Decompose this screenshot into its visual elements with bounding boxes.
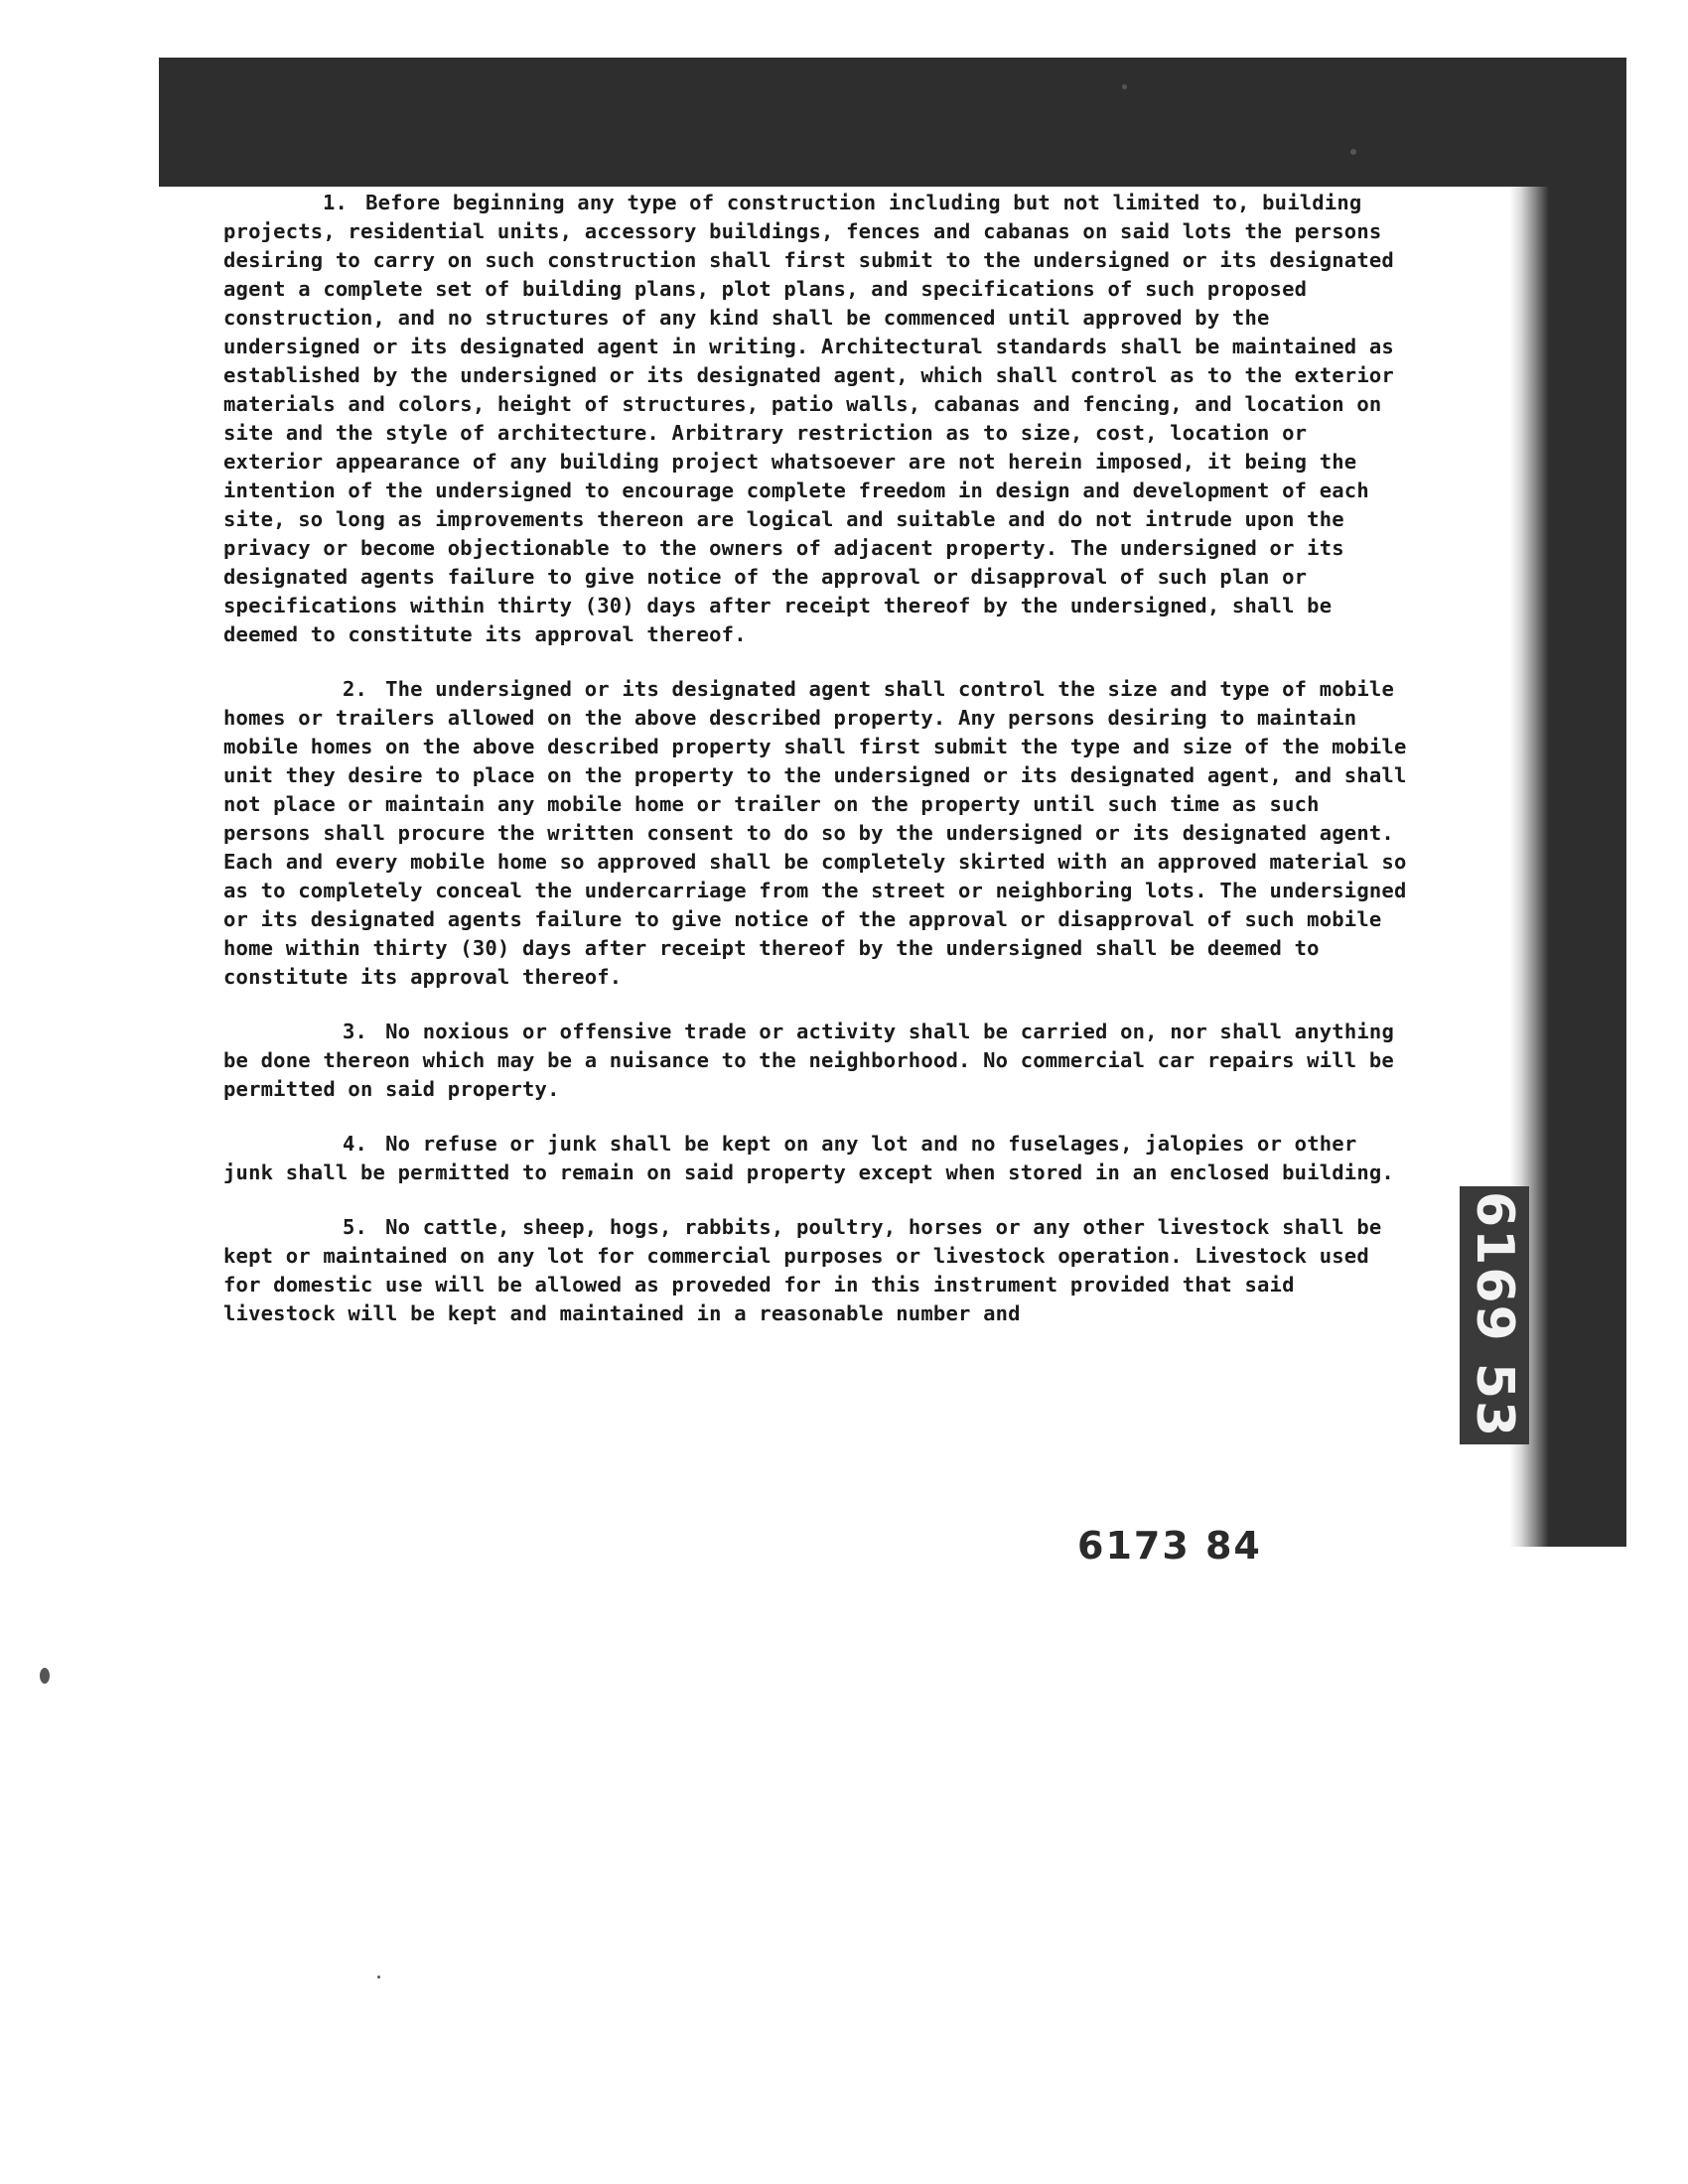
recording-stamp-footer: 6173 84 xyxy=(1077,1524,1262,1568)
scan-speck xyxy=(1122,84,1127,89)
clause-text: Before beginning any type of construction including but not limited to, building projects, residential units, accessory buildings, fences and cabanas on said lots the persons desiring to carry on such construction shall first submit to the undersigned or its designated agent a complete set of building plans, plot plans, and specifications of such proposed construction, and no structures of any kind shall be commenced until approved by the undersigned or its designated agent in writing. Architectural standards shall be maintained as established by the undersigned or its designated agent, which shall control as to the exterior materials and colors, height of structures, patio walls, cabanas and fencing, and location on site and the style of architecture. Arbitrary restriction as to size, cost, location or exterior appearance of any building project whatsoever are not herein imposed, it being the intention of the undersigned to encourage complete freedom in design and development of each site, so long as improvements thereon are logical and suitable and do not intrude upon the privacy or become objectionable to the owners of adjacent property. The undersigned or its designated agents failure to give notice of the approval or disapproval of such plan or specifications within thirty (30) days after receipt thereof by the undersigned, shall be deemed to constitute its approval thereof. xyxy=(223,191,1394,646)
scan-speck xyxy=(40,1668,50,1684)
clause-5 xyxy=(223,1213,1415,1328)
clause-text: The undersigned or its designated agent shall control the size and type of mobile homes or trailers allowed on the above described property. Any persons desiring to maintain mobile homes on the above described property shall first submit the type and size of the mobile unit they desire to place on the property to the undersigned or its designated agent, and shall not place or maintain any mobile home or trailer on the property until such time as such persons shall procure the written consent to do so by the undersigned or its designated agent. Each and every mobile home so approved shall be completely skirted with an approved material so as to completely conceal the undercarriage from the street or neighboring lots. The undersigned or its designated agents failure to give notice of the approval or disapproval of such mobile home within thirty (30) days after receipt thereof by the undersigned shall be deemed to constitute its approval thereof. xyxy=(223,677,1407,989)
scan-speck xyxy=(377,1976,380,1979)
document-body xyxy=(223,189,1415,1354)
scan-dark-band-right xyxy=(1537,58,1626,1547)
recording-stamp-side: 6169 53 xyxy=(1460,1186,1529,1444)
clause-text: No refuse or junk shall be kept on any lot and no fuselages, jalopies or other junk shall be permitted to remain on said property except when stored in an enclosed building. xyxy=(223,1132,1394,1184)
clause-3 xyxy=(223,1018,1415,1104)
clause-text: No cattle, sheep, hogs, rabbits, poultry, horses or any other livestock shall be kept or maintained on any lot for commercial purposes or livestock operation. Livestock used for domestic use will be allowed as proveded for in this instrument provided that said livestock will be kept and maintained in a reasonable number and xyxy=(223,1215,1382,1325)
clause-2 xyxy=(223,675,1415,992)
clause-4 xyxy=(223,1130,1415,1187)
scan-dark-band-top xyxy=(159,58,1549,187)
clause-number: 5. xyxy=(343,1215,368,1239)
scan-speck xyxy=(1350,149,1356,155)
clause-1 xyxy=(223,189,1415,649)
clause-number: 2. xyxy=(343,677,368,701)
clause-number: 1. xyxy=(323,191,349,214)
clause-number: 3. xyxy=(343,1020,368,1043)
clause-number: 4. xyxy=(343,1132,368,1156)
clause-text: No noxious or offensive trade or activity shall be carried on, nor shall anything be done thereon which may be a nuisance to the neighborhood. No commercial car repairs will be permitted on said property. xyxy=(223,1020,1394,1101)
